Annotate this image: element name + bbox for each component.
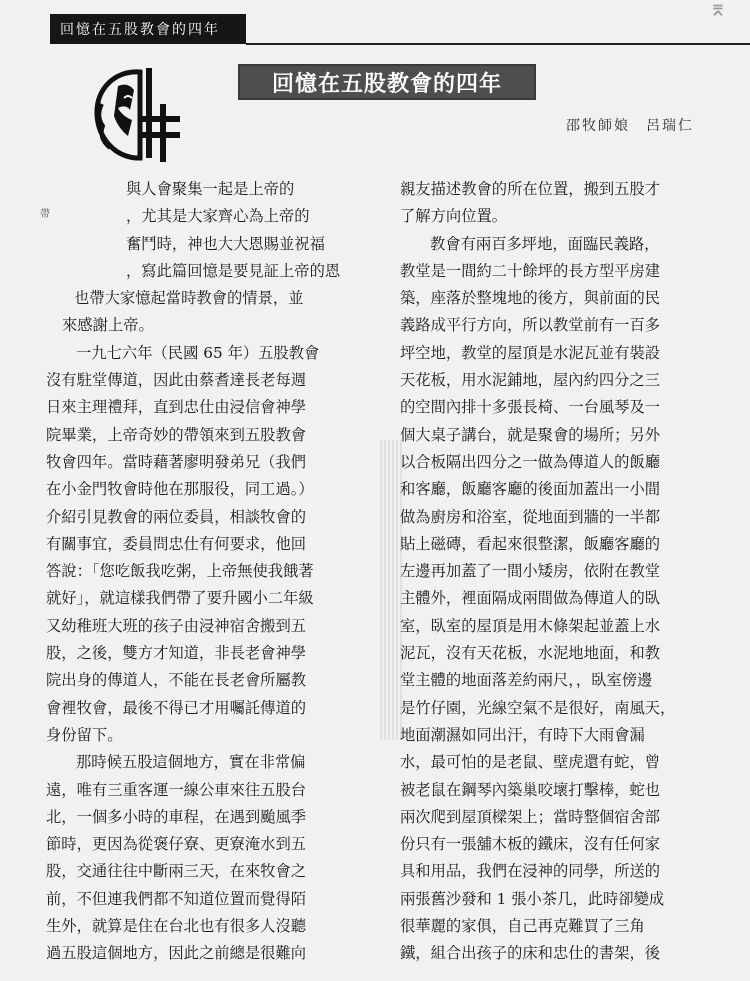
running-header-label: 回憶在五股教會的四年 <box>60 22 220 38</box>
right-column-text-line: 做為廚房和浴室，從地面到牆的一半都 <box>400 507 661 526</box>
right-column-text-line: 貼上磁磚，看起來很整潔，飯廳客廳的 <box>400 534 661 553</box>
right-column-text-line: 天花板，用水泥鋪地，屋內約四分之三 <box>400 371 661 390</box>
right-column-text-line: 具和用品，我們在浸神的同學，所送的 <box>400 862 661 881</box>
right-column-text-line: 的空間內排十多張長椅、一台風琴及一 <box>400 398 661 417</box>
left-column-text-line: 遠，唯有三重客運一線公車來往五股台 <box>46 780 307 799</box>
right-column-text-line: 左邊再加蓋了一間小矮房，依附在教堂 <box>400 562 661 581</box>
left-text-column <box>46 176 356 968</box>
right-column-text-line: 坪空地，教堂的屋頂是水泥瓦並有裝設 <box>400 343 661 362</box>
left-column-text-line: 就好」，就這樣我們帶了要升國小二年級 <box>46 589 314 608</box>
left-column-text-line: 身份留下。 <box>46 725 123 744</box>
right-column-text-line: 教堂是一間約二十餘坪的長方型平房建 <box>400 261 661 280</box>
right-column-text-line: 親友描述教會的所在位置，搬到五股才 <box>400 180 661 198</box>
right-column-text-line: 地面潮濕如同出汗，有時下大雨會漏 <box>400 725 645 744</box>
left-column-text-line: 北，一個多小時的車程，在遇到颱風季 <box>46 807 307 826</box>
left-column-text-line: 一九七六年（民國 65 年）五股教會 <box>76 343 320 362</box>
right-column-text-line: 堂主體的地面落差約兩尺，，臥室傍邊 <box>400 671 653 690</box>
left-column-text-line: 也帶大家憶起當時教會的情景，並 <box>74 289 304 308</box>
right-column-text-line: 泥瓦，沒有天花板，水泥地地面，和教 <box>400 644 661 663</box>
left-column-text-line: ，尤其是大家齊心為上帝的 <box>126 207 310 226</box>
left-column-text-line: 股，交通往往中斷兩三天，在來牧會之 <box>46 862 307 881</box>
left-column-text-line: 與人會聚集一起是上帝的 <box>126 180 295 198</box>
right-column-text-line: 教會有兩百多坪地，面臨民義路， <box>430 234 660 253</box>
left-column-text-line: 答說：「您吃飯我吃粥，上帝無使我餓著 <box>46 562 314 581</box>
header-rule <box>246 43 750 45</box>
right-column-text-line: 了解方向位置。 <box>400 207 508 226</box>
right-column-text-line: 以合板隔出四分之一做為傳道人的飯廳 <box>400 452 661 471</box>
stray-print-mark: 帶 <box>40 209 50 220</box>
left-column-text-line: ，寫此篇回憶是要見証上帝的恩 <box>126 261 341 280</box>
right-column-text-line: 份只有一張舖木板的鐵床，沒有任何家 <box>400 835 661 854</box>
right-column-text-line: 水，最可怕的是老鼠、壁虎還有蛇，曾 <box>400 753 661 772</box>
left-column-text-line: 前，不但連我們都不知道位置而覺得陌 <box>46 889 307 908</box>
right-column-text-line: 義路成平行方向，所以教堂前有一百多 <box>400 316 661 335</box>
author-byline: 邵牧師娘 呂瑞仁 <box>566 118 694 134</box>
left-column-text-line: 奮鬥時，神也大大恩賜並祝福 <box>126 234 325 253</box>
left-column-text-line: 生外，就算是住在台北也有很多人沒聽 <box>46 917 307 936</box>
article-title: 回憶在五股教會的四年 <box>238 64 536 100</box>
left-column-text-line: 來感謝上帝。 <box>62 316 154 335</box>
left-column-text-line: 介紹引見教會的兩位委員，相談牧會的 <box>46 507 307 526</box>
right-column-text-line: 兩次爬到屋頂樑架上；當時整個宿舍部 <box>400 807 661 826</box>
corner-watermark-icon: ⌆ <box>708 0 728 22</box>
cross-head-logo-icon <box>88 64 183 164</box>
left-column-text-line: 院出身的傳道人，不能在長老會所屬教 <box>46 671 307 690</box>
right-column-text-line: 和客廳，飯廳客廳的後面加蓋出一小間 <box>400 480 661 499</box>
left-column-text-line: 在小金門牧會時他在那服役，同工過。） <box>46 480 314 499</box>
right-column-text-line: 主體外，裡面隔成兩間做為傳道人的臥 <box>400 589 661 608</box>
right-column-text-line: 築，座落於整塊地的後方，與前面的民 <box>400 289 661 308</box>
right-column-text-line: 室，臥室的屋頂是用木條架起並蓋上水 <box>400 616 661 635</box>
right-column-text-line: 個大桌子講台，就是聚會的場所；另外 <box>400 425 661 444</box>
left-column-text-line: 沒有駐堂傳道，因此由蔡耆達長老每週 <box>46 371 307 390</box>
left-column-text-line: 又幼稚班大班的孩子由浸神宿舍搬到五 <box>46 616 307 635</box>
right-column-text-line: 鐵，組合出孩子的床和忠仕的書架，後 <box>400 944 661 963</box>
left-column-text-line: 牧會四年。當時藉著廖明發弟兄（我們 <box>46 452 307 471</box>
left-column-text-line: 會裡牧會，最後不得已才用囑託傳道的 <box>46 698 307 717</box>
left-column-text-line: 那時候五股這個地方，實在非常偏 <box>76 753 306 772</box>
right-column-text-line: 很華麗的家俱，自己再克難買了三角 <box>400 917 645 936</box>
left-column-text-line: 過五股這個地方，因此之前總是很難向 <box>46 944 307 963</box>
left-column-text-line: 有關事宜，委員問忠仕有何要求，他回 <box>46 534 307 553</box>
right-column-text-line: 是竹仔園，光線空氣不是很好，南風天， <box>400 698 676 717</box>
right-text-column <box>400 176 710 968</box>
right-column-text-line: 被老鼠在鋼琴內築巢咬壞打擊棒，蛇也 <box>400 780 661 799</box>
left-column-text-line: 股，之後，雙方才知道，非長老會神學 <box>46 644 307 663</box>
left-column-text-line: 節時，更因為從褒仔寮、更寮淹水到五 <box>46 835 307 854</box>
right-column-text-line: 兩張舊沙發和 1 張小茶几，此時卻變成 <box>400 889 665 908</box>
left-column-text-line: 日來主理禮拜，直到忠仕由浸信會神學 <box>46 398 307 417</box>
left-column-text-line: 院畢業，上帝奇妙的帶領來到五股教會 <box>46 425 307 444</box>
